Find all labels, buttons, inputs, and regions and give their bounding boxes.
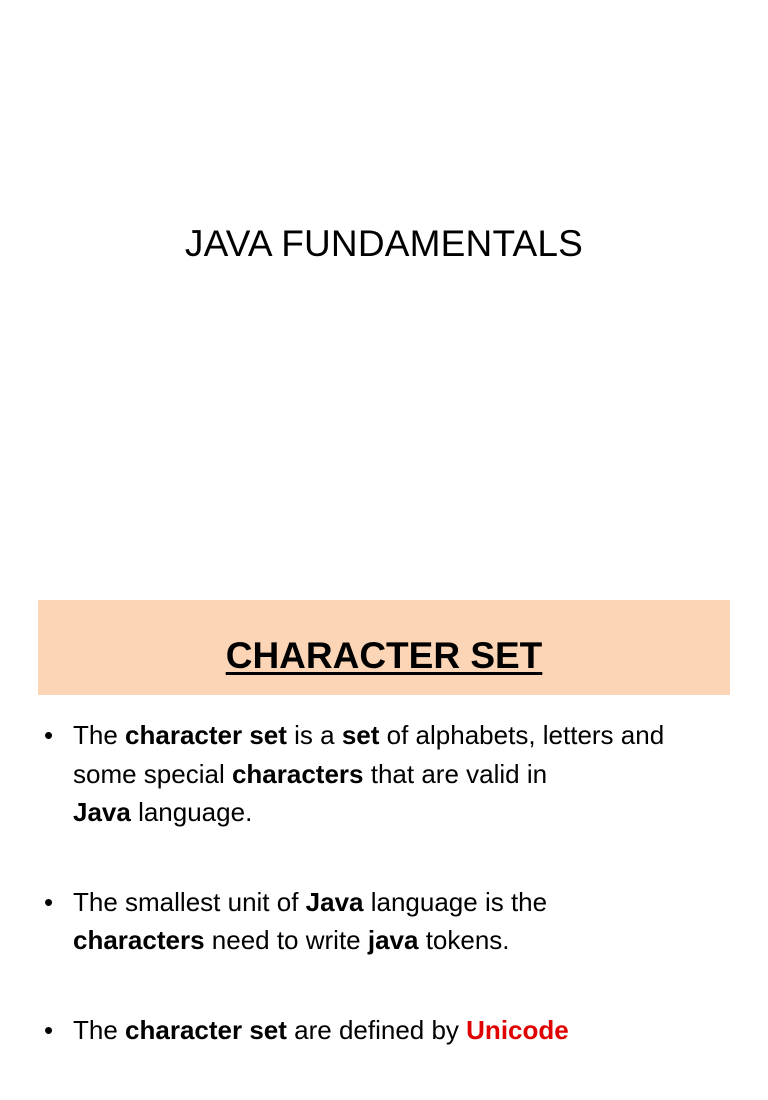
bold-text-run: character set (125, 720, 287, 750)
bold-text-run: Java (73, 797, 131, 827)
slide-header-band (38, 600, 730, 695)
text-run: The smallest unit of (73, 886, 306, 917)
text-run: language is the (363, 886, 548, 917)
text-run: need to write (204, 925, 368, 955)
text-run: are defined by (286, 1014, 467, 1045)
text-run: The (73, 720, 126, 750)
text-run: of alphabets, letters and some special (73, 720, 665, 789)
text-run: that are valid in (363, 758, 548, 789)
bullet-item (44, 716, 704, 832)
bullet-icon: • (44, 720, 54, 750)
slide-heading: CHARACTER SET (225, 635, 543, 676)
bullet-icon: • (44, 1014, 54, 1045)
bullet-item (44, 883, 704, 960)
highlight-text-run: Unicode (466, 1014, 569, 1045)
text-run: tokens. (418, 925, 510, 955)
bold-text-run: characters (231, 758, 364, 789)
bold-text-run: java (367, 925, 419, 955)
character-set-slide (0, 590, 768, 1045)
bullet-list (44, 716, 704, 1100)
text-run: language. (130, 797, 253, 827)
bold-text-run: character set (125, 1014, 287, 1045)
bullet-icon: • (44, 886, 54, 917)
bullet-item (44, 1011, 704, 1050)
bold-text-run: Java (305, 886, 364, 917)
slide-title: JAVA FUNDAMENTALS (184, 223, 584, 264)
bold-text-run: characters (73, 925, 205, 955)
text-run: is a (286, 720, 342, 750)
text-run: The (73, 1014, 126, 1045)
bold-text-run: set (341, 720, 380, 750)
